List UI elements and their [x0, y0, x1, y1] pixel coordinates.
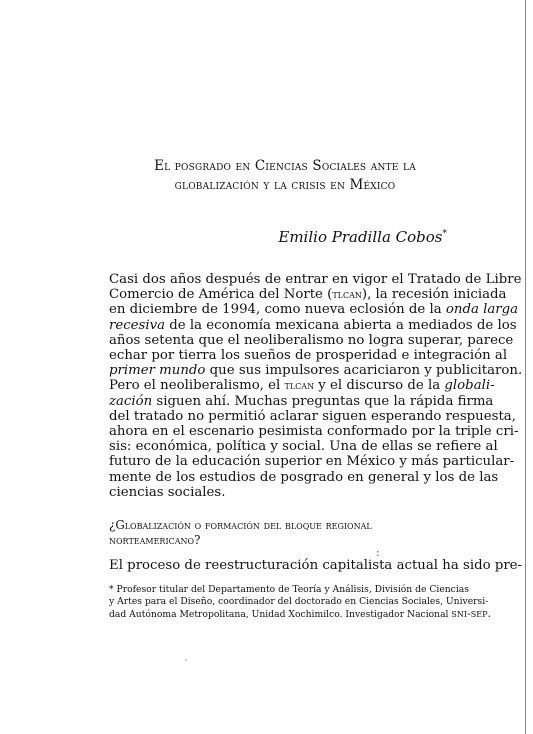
footnote-line-3 — [109, 607, 491, 621]
section-first-line: El proceso de reestructuración capitalista actual ha sido pre- — [109, 558, 523, 573]
text-run: Comercio de América del Norte ( — [109, 287, 333, 303]
text-run: siguen ahí. Muchas preguntas que la rápida firma — [152, 393, 494, 409]
text-run: mente de los estudios de posgrado en general y los de las — [109, 469, 499, 485]
article-title — [100, 157, 470, 195]
paragraph-line — [109, 454, 515, 470]
article-title-line-2: globalización y la crisis en México — [174, 177, 396, 193]
acronym-text: tlcan — [284, 379, 315, 393]
text-run: Casi dos años después de entrar en vigor el Tratado de Libre — [109, 272, 522, 287]
footnote-line-1: * Profesor titular del Departamento de Teoría y Análisis, División de Ciencias — [109, 584, 469, 595]
paragraph-line — [109, 348, 508, 364]
text-run: de la economía mexicana abierta a mediados de los — [165, 317, 517, 333]
paragraph-line — [109, 408, 516, 424]
italic-text: onda larga — [445, 302, 519, 318]
footnote-line-2: y Artes para el Diseño, coordinador del doctorado en Ciencias Sociales, Universi- — [109, 596, 489, 607]
text-run: futuro de la educación superior en México y más particular- — [109, 454, 515, 470]
paragraph-line — [109, 378, 495, 394]
section-heading — [109, 518, 449, 548]
text-run: que sus impulsores acariciaron y publicitaron. — [205, 363, 523, 379]
paragraph-line — [109, 363, 523, 379]
stray-mark: : — [376, 546, 380, 559]
text-run: ciencias sociales. — [109, 484, 226, 500]
paragraph-line — [109, 393, 494, 409]
author-footnote-mark: * — [442, 229, 447, 239]
paragraph-line — [109, 424, 519, 440]
paragraph-line — [109, 302, 519, 318]
acronym-text: tlcan — [332, 288, 362, 302]
italic-text: globali- — [444, 378, 495, 394]
article-title-line-1: El posgrado en Ciencias Sociales ante la — [154, 158, 416, 174]
text-run: sis: económica, política y social. Una de ellas se refiere al — [109, 439, 498, 455]
intro-paragraph — [109, 272, 523, 500]
paragraph-line — [109, 317, 517, 333]
text-run: y el discurso de la — [314, 378, 445, 394]
author-byline — [278, 228, 447, 246]
paragraph-line — [109, 485, 442, 500]
section-heading-line-2: norteamericano? — [109, 533, 201, 547]
text-run: en diciembre de 1994, como nueva eclosión de la — [109, 302, 446, 318]
footnote — [109, 584, 491, 621]
italic-text: zación — [109, 393, 153, 409]
paragraph-line — [109, 272, 522, 287]
italic-text: primer mundo — [109, 363, 206, 379]
author-name: Emilio Pradilla Cobos — [278, 228, 443, 246]
text-run: años setenta que el neoliberalismo no logra superar, parece — [109, 332, 514, 348]
text-run: Pero el neoliberalismo, el — [109, 378, 285, 394]
text-run: del tratado no permitió aclarar siguen esperando respuesta, — [109, 408, 516, 424]
footnote-line-3-text: dad Autónoma Metropolitana, Unidad Xochimilco. Investigador Nacional — [109, 609, 452, 620]
text-run: ), la recesión iniciada — [361, 287, 507, 303]
italic-text: recesiva — [109, 317, 166, 333]
page-edge-line — [525, 0, 526, 734]
footnote-affiliation-tag: sni-sep. — [451, 607, 491, 620]
paragraph-line — [109, 332, 514, 348]
scan-speck — [185, 659, 187, 661]
paragraph-line — [109, 469, 499, 485]
section-heading-line-1: ¿Globalización o formación del bloque regional — [109, 518, 372, 532]
paragraph-line — [109, 287, 507, 303]
text-run: ahora en el escenario pesimista conformado por la triple cri- — [109, 424, 519, 440]
text-run: echar por tierra los sueños de prosperidad e integración al — [109, 348, 508, 364]
paragraph-line — [109, 439, 498, 455]
